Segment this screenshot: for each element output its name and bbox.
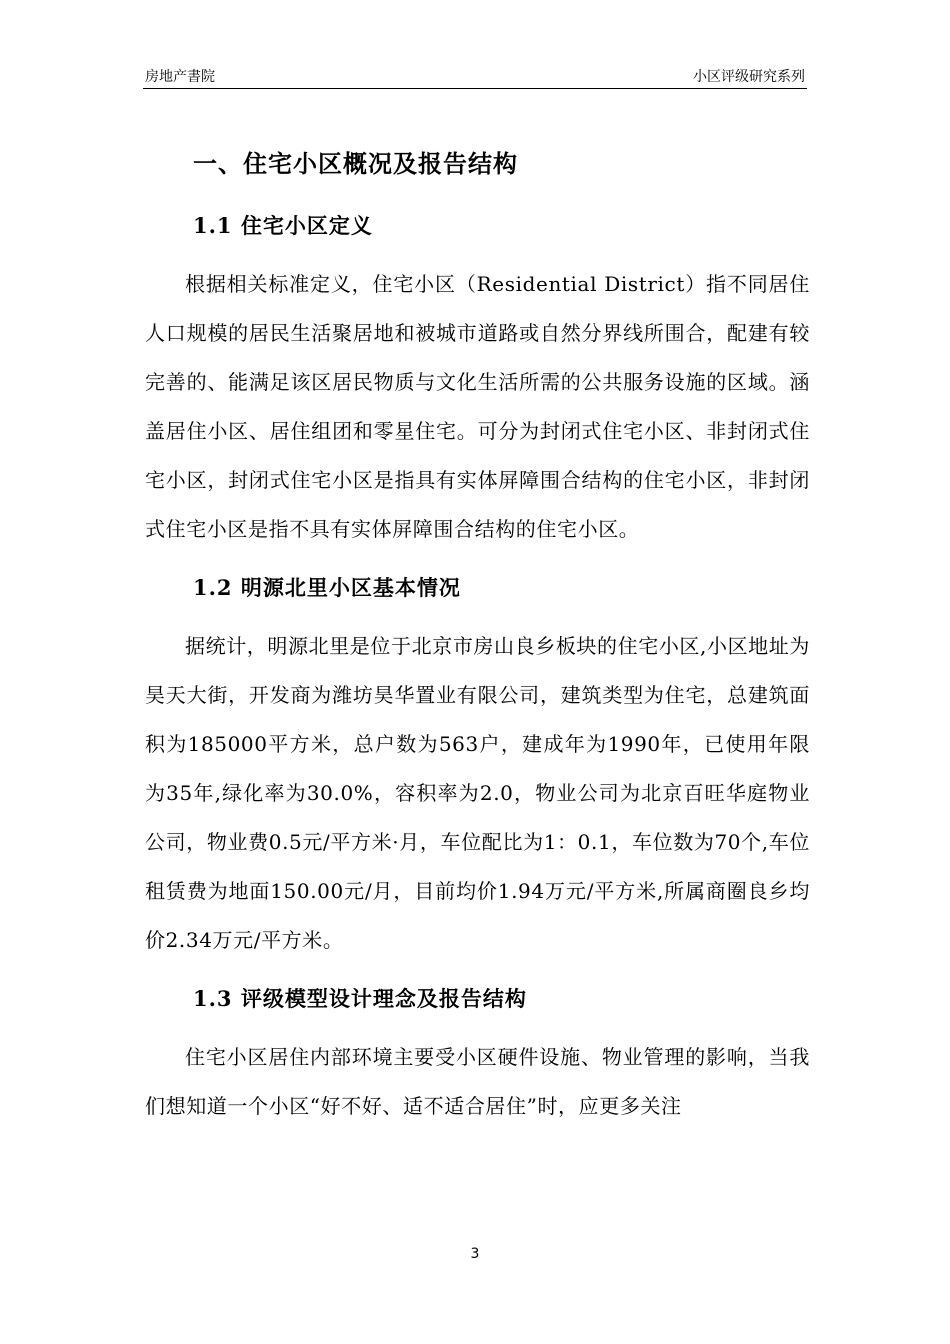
subsection-heading-1-1: 1.1 住宅小区定义 [193, 213, 373, 238]
page-header [143, 64, 807, 89]
paragraph-definition: 根据相关标准定义，住宅小区（Residential District）指不同居住人口规模的居民生活聚居地和被城市道路或自然分界线所围合，配建有较完善的、能满足该区居民物质与文化生活所需的公共服务设施的区域。涵盖居住小区、居住组团和零星住宅。可分为封闭式住宅小区、非封闭式住宅小区，封闭式住宅小区是指具有实体屏障围合结构的住宅小区，非封闭式住宅小区是指不具有实体屏障围合结构的住宅小区。 [145, 272, 810, 541]
paragraph-model-design: 住宅小区居住内部环境主要受小区硬件设施、物业管理的影响，当我们想知道一个小区“好不好、适不适合居住”时，应更多关注 [145, 1045, 810, 1118]
subsection-heading-1-3: 1.3 评级模型设计理念及报告结构 [193, 986, 527, 1011]
paragraph-basic-info: 据统计，明源北里是位于北京市房山良乡板块的住宅小区,小区地址为昊天大街，开发商为潍坊昊华置业有限公司，建筑类型为住宅，总建筑面积为185000平方米，总户数为563户，建成年为1990年，已使用年限为35年,绿化率为30.0%，容积率为2.0，物业公司为北京百旺华庭物业公司，物业费0.5元/平方米·月，车位配比为1：0.1，车位数为70个,车位租赁费为地面150.00元/月，目前均价1.94万元/平方米,所属商圈良乡均价2.34万元/平方米。 [145, 634, 810, 952]
header-series-title: 小区评级研究系列 [693, 69, 805, 85]
header-publisher: 房地产書院 [145, 69, 215, 85]
subsection-heading-1-2: 1.2 明源北里小区基本情况 [193, 575, 461, 600]
document-body [145, 140, 810, 1131]
section-title: 一、住宅小区概况及报告结构 [193, 149, 518, 178]
page-number: 3 [470, 1246, 480, 1262]
